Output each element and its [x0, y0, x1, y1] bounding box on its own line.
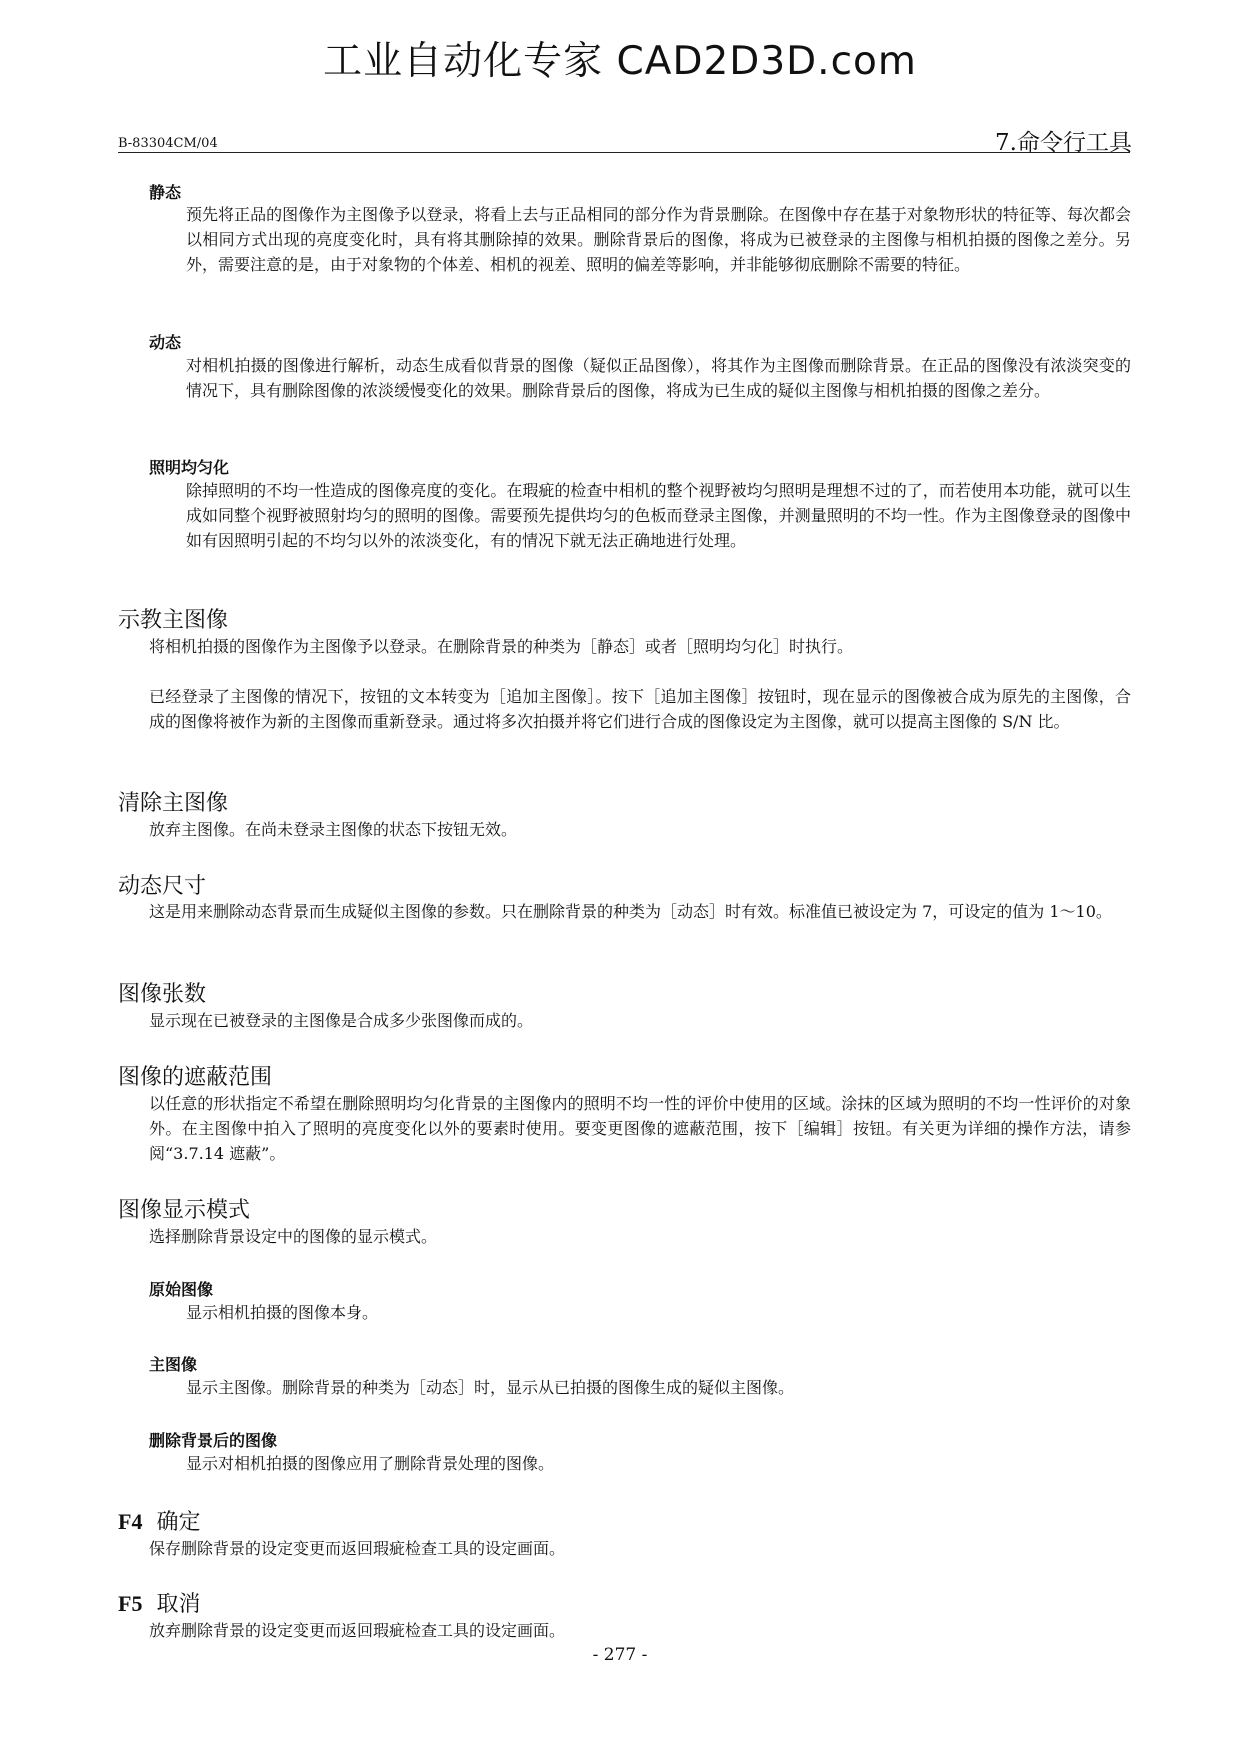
- heading-image-count: 图像张数: [118, 982, 207, 1007]
- paragraph-clear-master: 放弃主图像。在尚未登录主图像的状态下按钮无效。: [149, 820, 518, 839]
- subheading-after-removal: 删除背景后的图像: [149, 1431, 278, 1450]
- header-rule: [118, 152, 1130, 153]
- subheading-master-image: 主图像: [149, 1355, 198, 1374]
- heading-f5-cancel: [118, 1587, 200, 1618]
- doc-code: B-83304CM/04: [118, 136, 218, 151]
- subheading-illumination: 照明均匀化: [149, 458, 230, 477]
- paragraph-master-image: 显示主图像。删除背景的种类为［动态］时，显示从已拍摄的图像生成的疑似主图像。: [186, 1378, 795, 1397]
- paragraph-dynamic-size: 这是用来删除动态背景而生成疑似主图像的参数。只在删除背景的种类为［动态］时有效。标准值已被设定为 7，可设定的值为 1～10。: [149, 902, 1112, 921]
- heading-dynamic-size: 动态尺寸: [118, 874, 207, 899]
- subheading-original-image: 原始图像: [149, 1280, 214, 1299]
- paragraph-f4-confirm: 保存删除背景的设定变更而返回瑕疵检查工具的设定画面。: [149, 1539, 566, 1558]
- paragraph-teach-1: 将相机拍摄的图像作为主图像予以登录。在删除背景的种类为［静态］或者［照明均匀化］时执行。: [149, 637, 854, 656]
- chapter-title: 7.命令行工具: [995, 130, 1132, 156]
- heading-mask-area: 图像的遮蔽范围: [118, 1065, 273, 1090]
- paragraph-teach-2: 已经登录了主图像的情况下，按钮的文本转变为［追加主图像］。按下［追加主图像］按钮时，现在显示的图像被合成为原先的主图像，合成的图像将被作为新的主图像而重新登录。通过将多次拍摄并将它们进行合成的图像设定为主图像，就可以提高主图像的 S/N 比。: [149, 687, 1131, 731]
- paragraph-image-count: 显示现在已被登录的主图像是合成多少张图像而成的。: [149, 1011, 534, 1030]
- paragraph-after-removal: 显示对相机拍摄的图像应用了删除背景处理的图像。: [186, 1454, 555, 1473]
- paragraph-illumination: 除掉照明的不均一性造成的图像亮度的变化。在瑕疵的检查中相机的整个视野被均匀照明是理想不过的了，而若使用本功能，就可以生成如同整个视野被照射均匀的照明的图像。需要预先提供均匀的色板而登录主图像，并测量照明的不均一性。作为主图像登录的图像中如有因照明引起的不均匀以外的浓淡变化，有的情况下就无法正确地进行处理。: [186, 481, 1131, 550]
- paragraph-original-image: 显示相机拍摄的图像本身。: [186, 1303, 379, 1322]
- paragraph-static: 预先将正品的图像作为主图像予以登录，将看上去与正品相同的部分作为背景删除。在图像中存在基于对象物形状的特征等、每次都会以相同方式出现的亮度变化时，具有将其删除掉的效果。删除背景后的图像，将成为已被登录的主图像与相机拍摄的图像之差分。另外，需要注意的是，由于对象物的个体差、相机的视差、照明的偏差等影响，并非能够彻底删除不需要的特征。: [186, 205, 1131, 274]
- page-number: - 277 -: [592, 1645, 648, 1665]
- f4-key: F4: [118, 1509, 143, 1534]
- heading-display-mode: 图像显示模式: [118, 1198, 251, 1223]
- f4-label: 确定: [156, 1510, 201, 1535]
- heading-teach-master: 示教主图像: [118, 608, 229, 633]
- watermark: 工业自动化专家 CAD2D3D.com: [323, 39, 917, 84]
- subheading-static: 静态: [149, 183, 182, 202]
- heading-clear-master: 清除主图像: [118, 791, 229, 816]
- f5-key: F5: [118, 1591, 143, 1616]
- subheading-dynamic: 动态: [149, 333, 182, 352]
- paragraph-display-mode: 选择删除背景设定中的图像的显示模式。: [149, 1227, 438, 1246]
- f5-label: 取消: [156, 1592, 201, 1617]
- paragraph-mask-area: 以任意的形状指定不希望在删除照明均匀化背景的主图像内的照明不均一性的评价中使用的区域。涂抹的区域为照明的不均一性评价的对象外。在主图像中拍入了照明的亮度变化以外的要素时使用。要变更图像的遮蔽范围，按下［编辑］按钮。有关更为详细的操作方法，请参阅“3.7.14 遮蔽”。: [149, 1094, 1131, 1163]
- paragraph-f5-cancel: 放弃删除背景的设定变更而返回瑕疵检查工具的设定画面。: [149, 1621, 566, 1640]
- heading-f4-confirm: [118, 1505, 200, 1536]
- paragraph-dynamic: 对相机拍摄的图像进行解析，动态生成看似背景的图像（疑似正品图像），将其作为主图像而删除背景。在正品的图像没有浓淡突变的情况下，具有删除图像的浓淡缓慢变化的效果。删除背景后的图像，将成为已生成的疑似主图像与相机拍摄的图像之差分。: [186, 356, 1131, 400]
